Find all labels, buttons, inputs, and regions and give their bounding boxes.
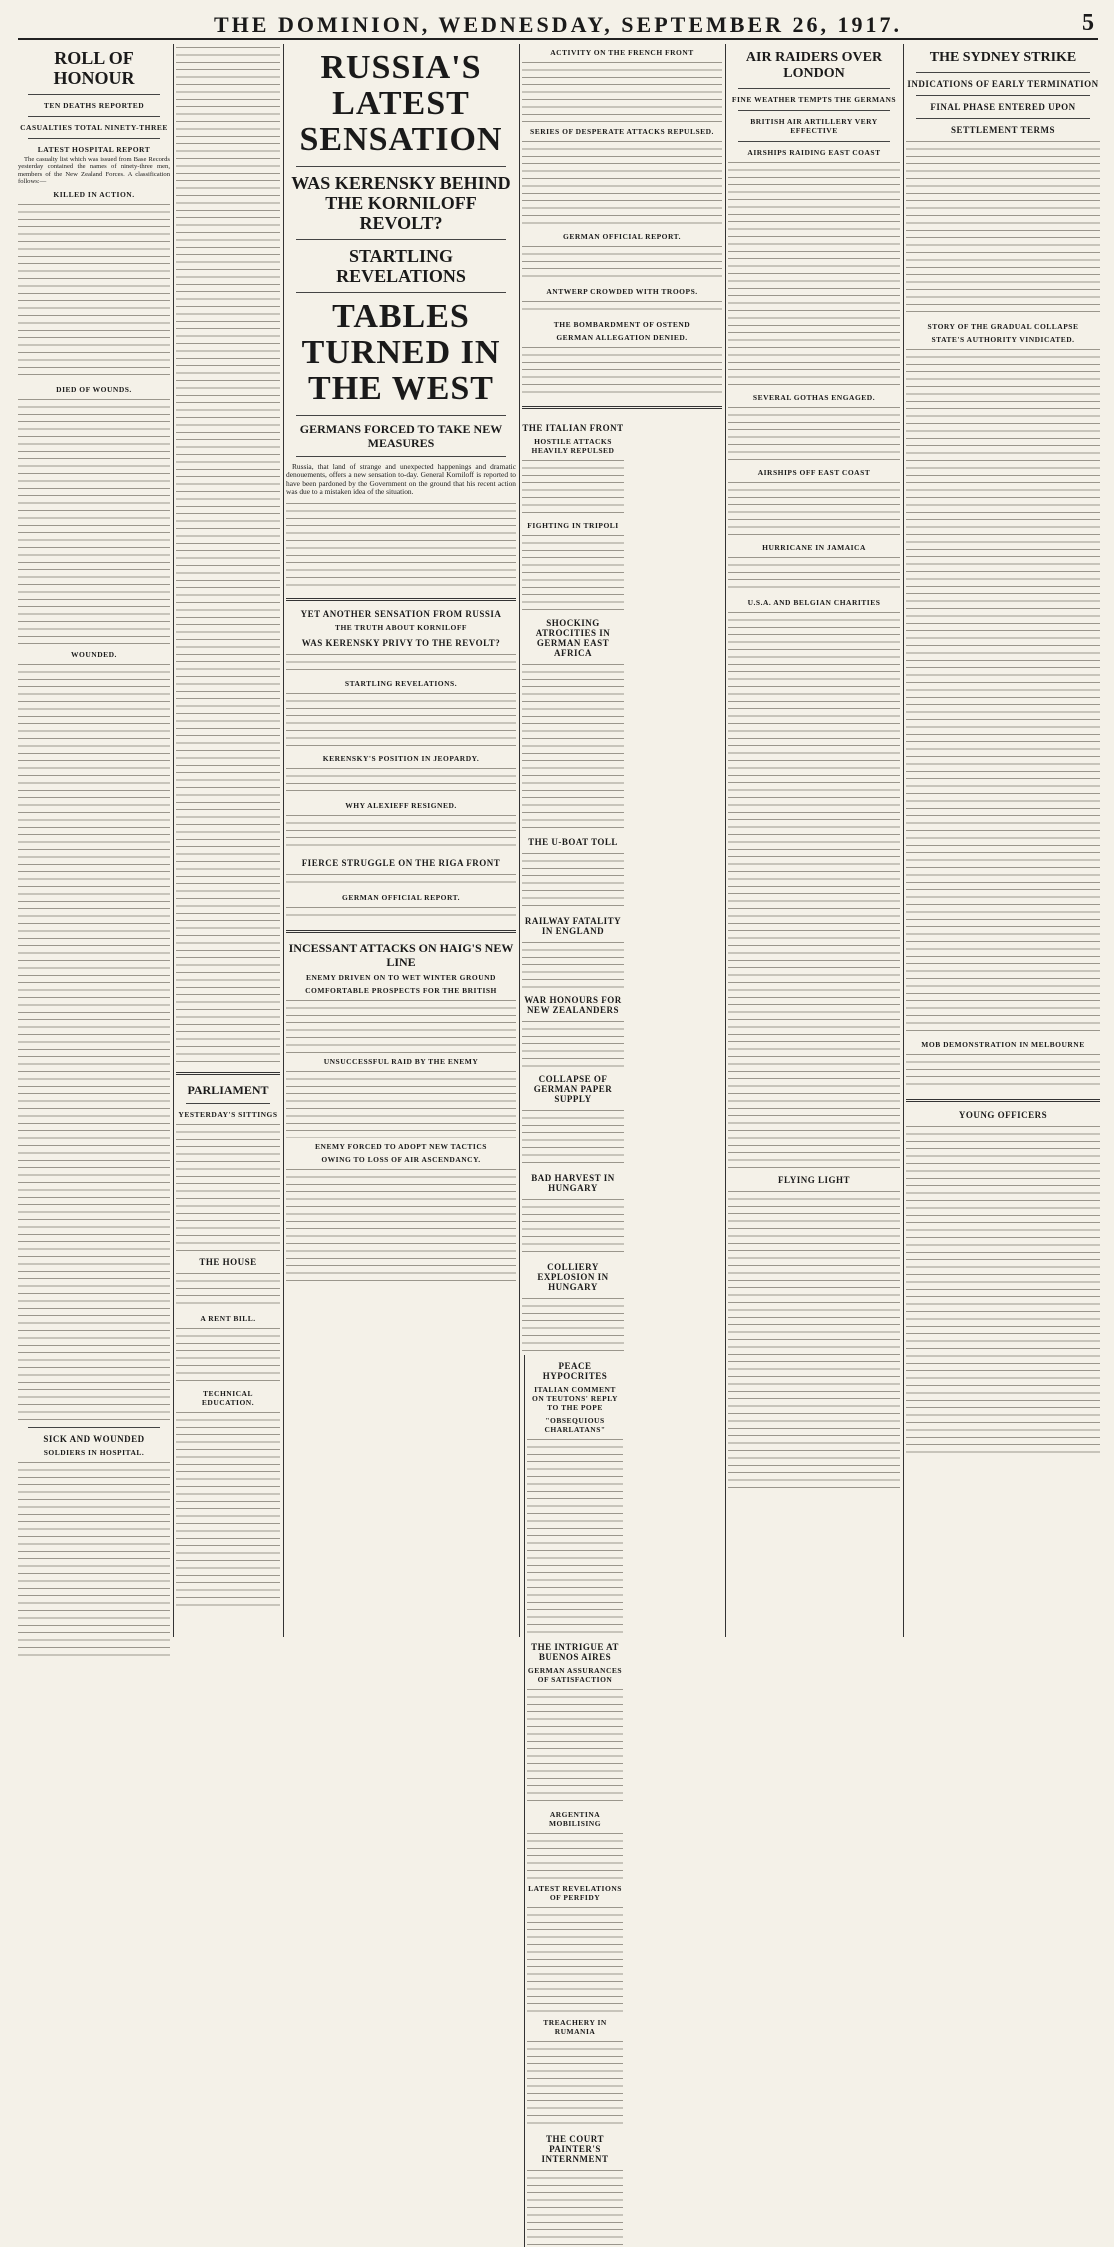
buenos-aires-heading: THE INTRIGUE AT BUENOS AIRES: [531, 1642, 619, 1662]
casualty-intro: The casualty list which was issued from Base Records yesterday contained the names of ninety-three men, members of the New Zealand Forces. A classification follows:—: [18, 156, 170, 186]
air-ascendancy-heading: OWING TO LOSS OF AIR ASCENDANCY.: [321, 1154, 481, 1164]
technical-heading: TECHNICAL EDUCATION.: [201, 1389, 255, 1407]
article-body: [522, 457, 624, 517]
antwerp-heading: ANTWERP CROWDED WITH TROOPS.: [546, 287, 698, 296]
wet-ground-heading: ENEMY DRIVEN ON TO WET WINTER GROUND: [306, 972, 496, 982]
argentina-heading: ARGENTINA MOBILISING: [548, 1810, 602, 1828]
casualty-list: [176, 44, 280, 1064]
article-body: [176, 1270, 280, 1310]
ostend-heading: THE BOMBARDMENT OF OSTEND: [553, 320, 691, 329]
article-body: [286, 812, 516, 852]
article-body: [728, 1188, 900, 1488]
masthead: [18, 8, 1098, 40]
revelations-headline: STARTLING REVELATIONS: [336, 246, 466, 286]
termination-heading: INDICATIONS OF EARLY TERMINATION: [907, 79, 1099, 89]
jeopardy-heading: KERENSKY'S POSITION IN JEOPARDY.: [322, 753, 480, 763]
column-rule: [519, 44, 520, 1637]
riga-heading: FIERCE STRUGGLE ON THE RIGA FRONT: [301, 857, 501, 868]
article-body: [176, 1409, 280, 1609]
airships-heading: AIRSHIPS OFF EAST COAST: [757, 468, 871, 477]
article-body: [522, 1295, 624, 1355]
casualty-list: [18, 1459, 170, 1659]
article-body: [728, 554, 900, 594]
article-body: [728, 159, 900, 389]
belgian-charities-heading: U.S.A. AND BELGIAN CHARITIES: [747, 598, 881, 607]
column-russia: [286, 44, 516, 1637]
article-body: [527, 1686, 623, 1806]
flying-light-heading: FLYING LIGHT: [778, 1175, 850, 1185]
column-sydney-strike: [906, 44, 1100, 1637]
article-body: [522, 1018, 624, 1068]
east-coast-heading: AIRSHIPS RAIDING EAST COAST: [747, 148, 881, 157]
main-headline: RUSSIA'S LATEST SENSATION: [299, 49, 503, 158]
truth-heading: THE TRUTH ABOUT KORNILOFF: [334, 622, 468, 632]
column-rule: [283, 44, 284, 1637]
article-body: [522, 243, 722, 283]
wounded-heading: WOUNDED.: [71, 649, 117, 659]
colliery-heading: COLLIERY EXPLOSION IN HUNGARY: [537, 1262, 609, 1292]
article-body: [522, 298, 722, 316]
article-body: [728, 479, 900, 539]
west-headline: TABLES TURNED IN THE WEST: [301, 298, 501, 407]
article-body: [527, 1830, 623, 1880]
article-body: [906, 138, 1100, 318]
article-body: [286, 871, 516, 889]
young-officers-heading: YOUNG OFFICERS: [958, 1110, 1048, 1120]
uboat-heading: THE U-BOAT TOLL: [528, 837, 618, 847]
article-body: [286, 651, 516, 675]
article-body: [906, 1051, 1100, 1091]
war-honours-heading: WAR HONOURS FOR NEW ZEALANDERS: [524, 995, 622, 1015]
gothas-heading: SEVERAL GOTHAS ENGAGED.: [752, 393, 876, 402]
yesterday-subheading: YESTERDAY'S SITTINGS: [178, 1110, 278, 1119]
casualty-list: [18, 661, 170, 1421]
assurances-heading: GERMAN ASSURANCES OF SATISFACTION: [527, 1666, 623, 1684]
article-body: [522, 661, 624, 831]
paper-supply-heading: COLLAPSE OF GERMAN PAPER SUPPLY: [533, 1074, 613, 1104]
article-body: [522, 532, 624, 612]
article-body: [286, 1166, 516, 1286]
jamaica-heading: HURRICANE IN JAMAICA: [762, 543, 866, 552]
casualty-list: [18, 396, 170, 646]
kerensky-headline: WAS KERENSKY BEHIND THE KORNILOFF REVOLT?: [291, 173, 511, 233]
peace-heading: PEACE HYPOCRITES: [542, 1361, 608, 1381]
alexieff-heading: WHY ALEXIEFF RESIGNED.: [345, 800, 457, 810]
court-painter-heading: THE COURT PAINTER'S INTERNMENT: [541, 2134, 609, 2164]
italian-sub-heading: HOSTILE ATTACKS HEAVILY REPULSED: [531, 437, 615, 455]
parliament-heading: PARLIAMENT: [187, 1083, 269, 1097]
air-artillery-heading: BRITISH AIR ARTILLERY VERY EFFECTIVE: [750, 117, 878, 135]
died-heading: DIED OF WOUNDS.: [56, 384, 132, 394]
house-heading: THE HOUSE: [199, 1257, 257, 1267]
article-body: [176, 1325, 280, 1385]
roll-of-honour-heading: ROLL OF HONOUR: [53, 48, 135, 88]
lead-paragraph: Russia, that land of strange and unexpected happenings and dramatic denouements, offers a new sensation to-day. General Korniloff is reported to have been pardoned by the Government on the ground that his recent action was due to a mistaken idea of the situation.: [286, 462, 516, 497]
column-air-raids: [728, 44, 900, 1637]
railway-heading: RAILWAY FATALITY IN ENGLAND: [524, 916, 622, 936]
italian-front-heading: THE ITALIAN FRONT: [522, 423, 624, 433]
article-body: [522, 59, 722, 123]
africa-heading: SHOCKING ATROCITIES IN GERMAN EAST AFRICA: [535, 618, 611, 658]
prospects-heading: COMFORTABLE PROSPECTS FOR THE BRITISH: [305, 985, 497, 995]
french-front-heading: ACTIVITY ON THE FRENCH FRONT: [550, 48, 694, 57]
desperate-attacks-heading: SERIES OF DESPERATE ATTACKS REPULSED.: [530, 127, 714, 136]
article-body: [286, 1068, 516, 1138]
tripoli-heading: FIGHTING IN TRIPOLI: [527, 521, 619, 530]
column-roll-of-honour: [18, 44, 170, 1637]
article-body: [728, 609, 900, 1169]
tactics-heading: ENEMY FORCED TO ADOPT NEW TACTICS: [315, 1141, 487, 1151]
article-body: [527, 2167, 623, 2247]
column-rule: [725, 44, 726, 1637]
column-lists-parliament: [176, 44, 280, 1637]
newspaper-title: THE DOMINION, WEDNESDAY, SEPTEMBER 26, 1917.: [213, 12, 902, 37]
deaths-subheading: TEN DEATHS REPORTED: [43, 101, 145, 110]
haig-heading: INCESSANT ATTACKS ON HAIG'S NEW LINE: [288, 940, 514, 969]
germans-headline: GERMANS FORCED TO TAKE NEW MEASURES: [299, 422, 503, 450]
article-body: [527, 2038, 623, 2128]
column-rule: [903, 44, 904, 1637]
settlement-heading: SETTLEMENT TERMS: [951, 125, 1055, 135]
allegation-heading: GERMAN ALLEGATION DENIED.: [556, 333, 688, 342]
casualty-list: [18, 201, 170, 381]
column-rule: [173, 44, 174, 1637]
official-report-heading: GERMAN OFFICIAL REPORT.: [563, 232, 681, 241]
sick-heading: SICK AND WOUNDED: [43, 1433, 145, 1444]
authority-heading: STATE'S AUTHORITY VINDICATED.: [931, 335, 1075, 344]
raid-heading: UNSUCCESSFUL RAID BY THE ENEMY: [323, 1056, 479, 1066]
perfidy-heading: LATEST REVELATIONS OF PERFIDY: [528, 1884, 622, 1902]
rumania-heading: TREACHERY IN RUMANIA: [543, 2018, 607, 2036]
sydney-strike-heading: THE SYDNEY STRIKE: [929, 50, 1077, 65]
article-body: [906, 1123, 1100, 1453]
privy-heading: WAS KERENSKY PRIVY TO THE REVOLT?: [301, 637, 501, 648]
collapse-story-heading: STORY OF THE GRADUAL COLLAPSE: [927, 322, 1079, 331]
article-body: [286, 690, 516, 750]
hospital-subheading: LATEST HOSPITAL REPORT: [37, 145, 151, 154]
rent-bill-heading: A RENT BILL.: [200, 1314, 256, 1323]
article-body: [522, 850, 624, 910]
casualties-subheading: CASUALTIES TOTAL NINETY-THREE: [20, 123, 168, 132]
article-body: [522, 1196, 624, 1256]
peace-subheading: ITALIAN COMMENT ON TEUTONS' REPLY TO THE POPE: [532, 1385, 618, 1412]
article-body: [728, 404, 900, 464]
air-raiders-heading: AIR RAIDERS OVER LONDON: [745, 50, 883, 81]
article-body: [286, 997, 516, 1053]
article-body: [522, 138, 722, 228]
article-body: [522, 939, 624, 989]
article-body: [286, 904, 516, 922]
harvest-heading: BAD HARVEST IN HUNGARY: [531, 1173, 615, 1193]
article-body: [286, 765, 516, 797]
killed-heading: KILLED IN ACTION.: [53, 189, 135, 199]
charlatans-heading: "OBSEQUIOUS CHARLATANS": [544, 1416, 606, 1434]
melbourne-heading: MOB DEMONSTRATION IN MELBOURNE: [921, 1040, 1085, 1049]
article-body: [286, 500, 516, 590]
german-report-heading: GERMAN OFFICIAL REPORT.: [342, 892, 460, 902]
column-war-news: [522, 44, 722, 2164]
article-body: [176, 1121, 280, 1251]
article-body: [527, 1904, 623, 2014]
sensation-heading: YET ANOTHER SENSATION FROM RUSSIA: [300, 608, 502, 619]
sick-subheading: SOLDIERS IN HOSPITAL.: [43, 1447, 145, 1457]
page-number: 5: [1082, 10, 1094, 36]
final-phase-heading: FINAL PHASE ENTERED UPON: [930, 102, 1076, 112]
revelations-subheading: STARTLING REVELATIONS.: [344, 678, 458, 688]
article-body: [522, 344, 722, 398]
article-body: [527, 1436, 623, 1636]
fine-weather-heading: FINE WEATHER TEMPTS THE GERMANS: [731, 95, 897, 104]
article-body: [906, 346, 1100, 1036]
article-body: [522, 1107, 624, 1167]
